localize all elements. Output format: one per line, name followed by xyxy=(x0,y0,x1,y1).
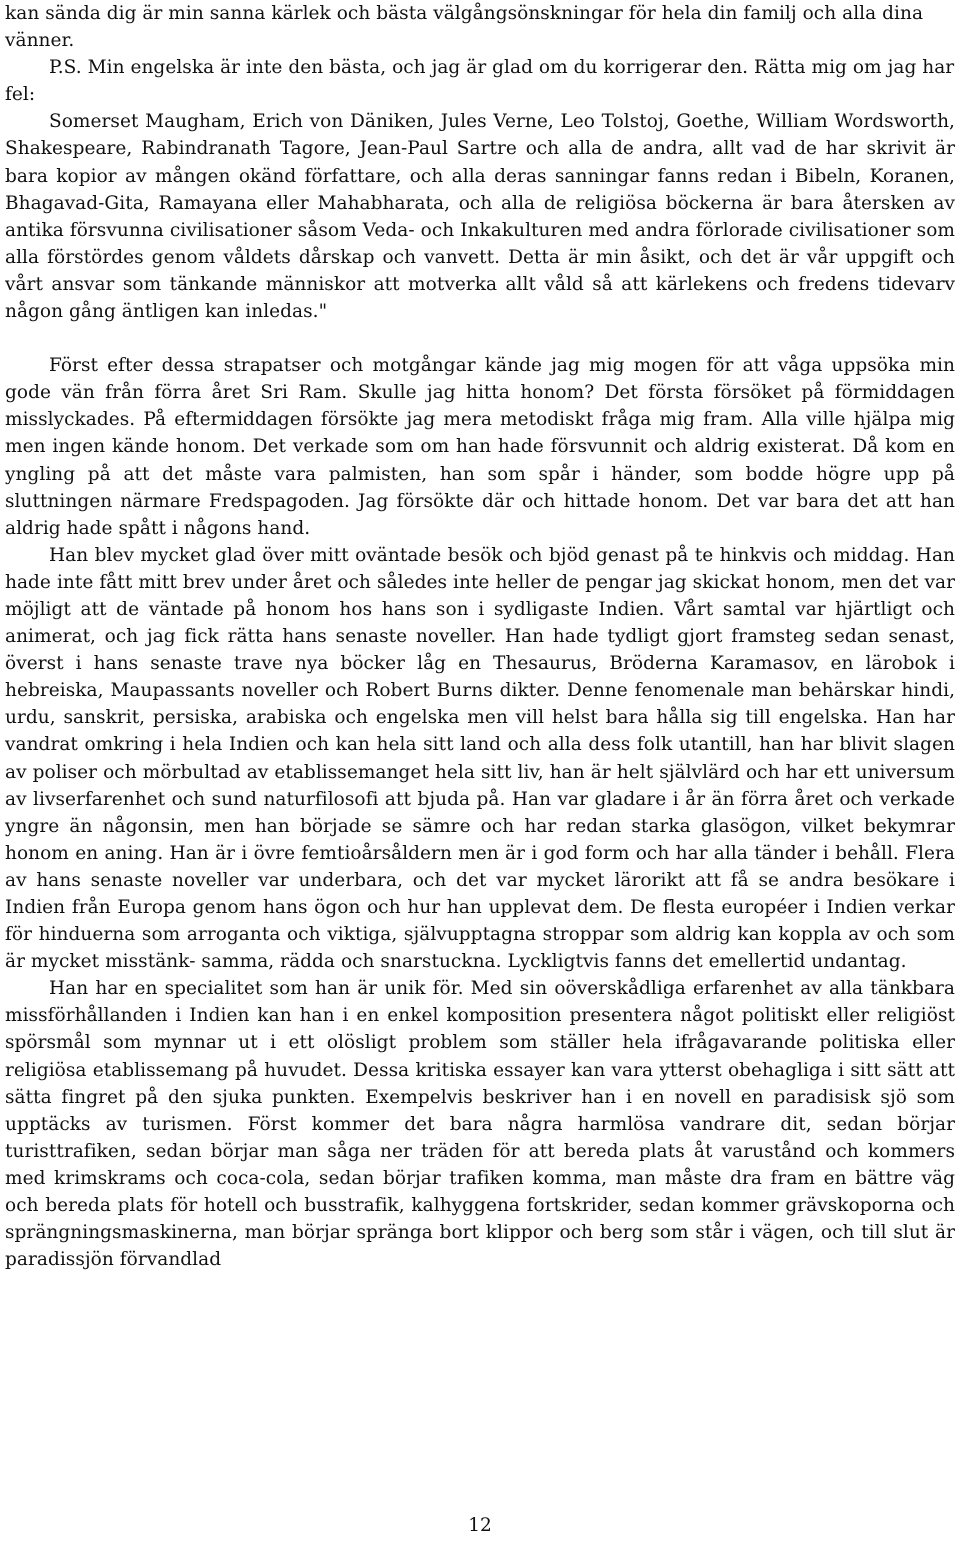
paragraph-opening: kan sända dig är min sanna kärlek och bästa välgångsönskningar för hela din familj och alla dina vänner. xyxy=(5,3,924,52)
paragraph-spacer xyxy=(5,325,955,352)
body-text xyxy=(5,0,955,1273)
paragraph-specialty: Han har en specialitet som han är unik för. Med sin oöverskådliga erfarenhet av alla tänkbara missförhållanden i Indien kan han i en enkel komposition presentera något politiskt eller religiöst spörsmål som mynnar ut i ett olösligt problem som ställer hela ifrågavarande politiska eller religiösa etablissemang på huvudet. Dessa kritiska essayer kan vara ytterst obehagliga i sitt sätt att sätta fingret på den sjuka punkten. Exempelvis beskriver han i en novell en paradisisk sjö som upptäcks av turismen. Först kommer det bara några harmlösa vandrare dit, sedan börjar turisttrafiken, sedan börjar man såga ner träden för att bereda plats åt varustånd och kommers med krimskrams och coca-cola, sedan börjar trafiken komma, man måste dra fram en bättre väg och bereda plats för hotell och busstrafik, kalhyggena fortskrider, sedan kommer grävskoporna och sprängningsmaskinerna, man börjar spränga bort klippor och berg som står i vägen, och till slut är paradissjön förvandlad xyxy=(5,978,955,1271)
paragraph-meeting: Han blev mycket glad över mitt oväntade besök och bjöd genast på te hinkvis och middag. Han hade inte fått mitt brev under året och således inte heller de pengar jag skickat honom, men det var möjligt att de väntade på honom hos hans son i sydligaste Indien. Vårt samtal var hjärtligt och animerat, och jag fick rätta hans senaste noveller. Han hade tydligt gjort framsteg sedan senast, överst i hans senaste trave nya böcker låg en Thesaurus, Bröderna Karamasov, en lärobok i hebreiska, Maupassants noveller och Robert Burns dikter. Denne fenomenale man behärskar hindi, urdu, sanskrit, persiska, arabiska och engelska men vill helst bara hålla sig till engelska. Han har vandrat omkring i hela Indien och kan hela sitt land och alla dess folk utantill, han har blivit slagen av poliser och mörbultad av etablissemanget hela sitt liv, han är helt självlärd och har ett universum av livserfarenhet och sund naturfilosofi att bjuda på. Han var gladare i år än förra året och verkade yngre än någonsin, men han började se sämre och har redan starka glasögon, vilket bekymrar honom en aning. Han är i övre femtioårsåldern men är i god form och har alla tänder i behåll. Flera av hans senaste noveller var underbara, och det var mycket lärorikt att få se andra besökare i Indien från Europa genom hans ögon och hur han upplevat dem. De flesta européer i Indien verkar för hinduerna som arroganta och viktiga, självupptagna stroppar som aldrig kan koppla av och som är mycket misstänk- samma, rädda och snarstuckna. Lyckligtvis fanns det emellertid undantag. xyxy=(5,544,955,973)
page-number: 12 xyxy=(468,1515,492,1536)
paragraph-ps: P.S. Min engelska är inte den bästa, och jag är glad om du korrigerar den. Rätta mig om jag har fel: xyxy=(5,57,955,106)
paragraph-authors: Somerset Maugham, Erich von Däniken, Jules Verne, Leo Tolstoj, Goethe, William Wordsworth, Shakespeare, Rabindranath Tagore, Jean-Paul Sartre och alla de andra, allt vad de har skrivit är bara kopior av mången okänd författare, och alla deras sanningar fanns redan i Bibeln, Koranen, Bhagavad-Gita, Ramayana eller Mahabharata, och alla de religiösa böckerna är bara återsken av antika försvunna civilisationer såsom Veda- och Inkakulturen med andra förlorade civilisationer som alla förstördes genom våldets dårskap och vanvett. Detta är min åsikt, och det är vår uppgift och vårt ansvar som tänkande människor att motverka allt våld så att kärlekens och fredens tidevarv någon gång äntligen kan inledas." xyxy=(5,111,955,323)
paragraph-first-attempt: Först efter dessa strapatser och motgångar kände jag mig mogen för att våga uppsöka min gode vän från förra året Sri Ram. Skulle jag hitta honom? Det första försöket på förmiddagen misslyckades. På eftermiddagen försökte jag mera metodiskt fråga mig fram. Alla ville hjälpa mig men ingen kände honom. Det verkade som om han hade försvunnit och aldrig existerat. Då kom en yngling på att det måste vara palmisten, han som spår i händer, som bodde högre upp på sluttningen närmare Fredspagoden. Jag försökte där och hittade honom. Det var bara det att han aldrig hade spått i någons hand. xyxy=(5,355,955,539)
